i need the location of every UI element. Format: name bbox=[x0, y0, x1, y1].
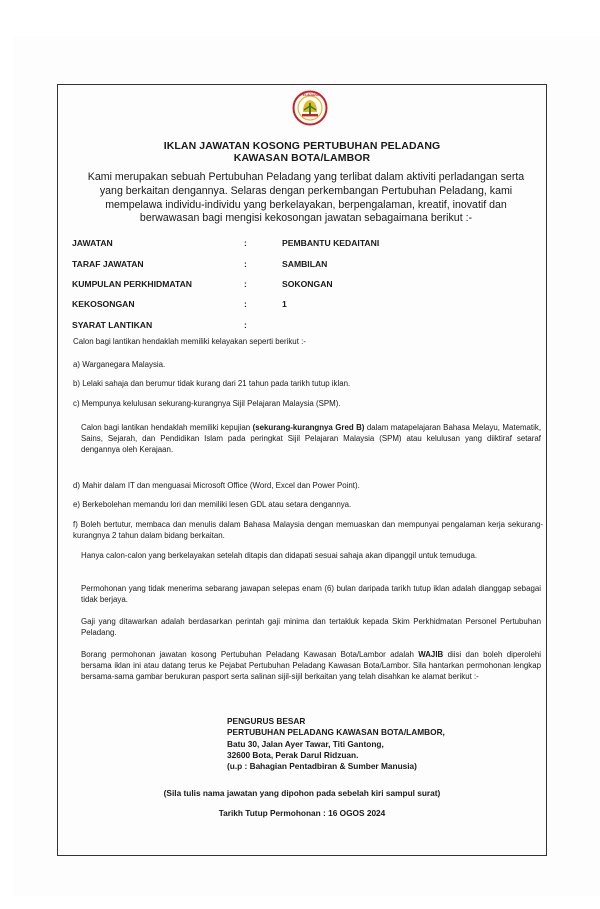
requirements-intro: Calon bagi lantikan hendaklah memiliki kelayakan seperti berikut :- bbox=[73, 337, 306, 346]
detail-value: PEMBANTU KEDAITANI bbox=[282, 238, 380, 248]
detail-value: SOKONGAN bbox=[282, 279, 333, 289]
requirement-c-detail bbox=[81, 423, 541, 455]
requirement-a: a) Warganegara Malaysia. bbox=[73, 360, 166, 369]
note-application-post: diisi dan boleh diperolehi bersama iklan ini atau datang terus ke Pejabat Pertubuhan Peladang Kawasan Bota/Lambor. Sila hantarkan permohonan lengkap bersama-sama gambar berukuran pasport serta salinan sijil-sijil berkaitan yang telah disahkan ke alamat berikut :- bbox=[81, 650, 541, 681]
requirement-e: e) Berkebolehan memandu lori dan memiliki lesen GDL atau setara dengannya. bbox=[73, 500, 352, 509]
peladang-logo bbox=[292, 90, 328, 126]
requirement-c-detail-post: dalam matapelajaran Bahasa Melayu, Matematik, Sains, Sejarah, dan Pendidikan Islam pada peringkat Sijil Pelajaran Malaysia (SPM) atau kelulusan yang diiktiraf setaraf dengannya oleh Kerajaan. bbox=[81, 423, 542, 454]
detail-separator: : bbox=[244, 299, 247, 309]
address-line-5: (u.p : Bahagian Pentadbiran & Sumber Manusia) bbox=[227, 761, 417, 772]
address-line-4: 32600 Bota, Perak Darul Ridzuan. bbox=[227, 749, 359, 760]
intro-paragraph: Kami merupakan sebuah Pertubuhan Peladang yang terlibat dalam aktiviti perladangan serta yang berkaitan dengannya. Selaras dengan perkembangan Pertubuhan Peladang, kami mempelawa individu-individu yang berkelayakan, berpengalaman, kreatif, inovatif dan berwawasan bagi mengisi kekosongan jawatan sebagaimana berikut :- bbox=[87, 171, 525, 225]
detail-separator: : bbox=[244, 279, 247, 289]
detail-label: KEKOSONGAN bbox=[72, 299, 135, 309]
title-line-1: IKLAN JAWATAN KOSONG PERTUBUHAN PELADANG bbox=[163, 140, 441, 152]
detail-value: SAMBILAN bbox=[282, 259, 328, 269]
address-line-2: PERTUBUHAN PELADANG KAWASAN BOTA/LAMBOR, bbox=[227, 727, 445, 738]
detail-value: 1 bbox=[282, 299, 287, 309]
note-shortlist: Hanya calon-calon yang berkelayakan setelah ditapis dan didapati sesuai sahaja akan dipanggil untuk temuduga. bbox=[81, 551, 478, 560]
closing-date: Tarikh Tutup Permohonan : 16 OGOS 2024 bbox=[218, 808, 386, 818]
envelope-instruction: (Sila tulis nama jawatan yang dipohon pada sebelah kiri sampul surat) bbox=[163, 788, 441, 798]
requirement-d: d) Mahir dalam IT dan menguasai Microsoft Office (Word, Excel dan Power Point). bbox=[73, 481, 360, 490]
note-application bbox=[81, 650, 541, 682]
note-application-pre: Borang permohonan jawatan kosong Pertubuhan Peladang Kawasan Bota/Lambor adalah bbox=[81, 650, 419, 659]
detail-label: JAWATAN bbox=[72, 238, 113, 248]
detail-label: SYARAT LANTIKAN bbox=[72, 320, 153, 330]
requirement-b: b) Lelaki sahaja dan berumur tidak kurang dari 21 tahun pada tarikh tutup iklan. bbox=[73, 379, 351, 388]
detail-label: TARAF JAWATAN bbox=[72, 259, 144, 269]
mailing-address bbox=[227, 716, 445, 772]
note-salary: Gaji yang ditawarkan adalah berdasarkan perintah gaji minima dan tertakluk kepada Skim Perkhidmatan Personel Pertubuhan Peladang. bbox=[81, 617, 541, 637]
note-no-response: Permohonan yang tidak menerima sebarang jawapan selepas enam (6) bulan daripada tarikh tutup iklan adalah dianggap sebagai tidak berjaya. bbox=[81, 584, 541, 604]
detail-label: KUMPULAN PERKHIDMATAN bbox=[72, 279, 192, 289]
requirement-c-detail-grade: (sekurang-kurangnya Gred B) bbox=[252, 423, 365, 432]
address-line-3: Batu 30, Jalan Ayer Tawar, Titi Gantong, bbox=[227, 738, 384, 749]
svg-text:PELADANG: PELADANG bbox=[300, 93, 320, 98]
detail-separator: : bbox=[244, 259, 247, 269]
detail-separator: : bbox=[244, 238, 247, 248]
title-line-2: KAWASAN BOTA/LAMBOR bbox=[233, 152, 371, 164]
requirement-c-detail-pre: Calon bagi lantikan hendaklah memiliki kepujian bbox=[81, 423, 253, 432]
detail-separator: : bbox=[244, 320, 247, 330]
note-application-wajib: WAJIB bbox=[418, 650, 444, 659]
address-line-1: PENGURUS BESAR bbox=[227, 716, 306, 726]
requirement-f: f) Boleh bertutur, membaca dan menulis dalam Bahasa Malaysia dengan memuaskan dan mempunyai pengalaman kerja sekurang-kurangnya 2 tahun dalam bidang berkaitan. bbox=[73, 520, 543, 540]
requirement-c: c) Mempunya kelulusan sekurang-kurangnya Sijil Pelajaran Malaysia (SPM). bbox=[73, 399, 341, 408]
